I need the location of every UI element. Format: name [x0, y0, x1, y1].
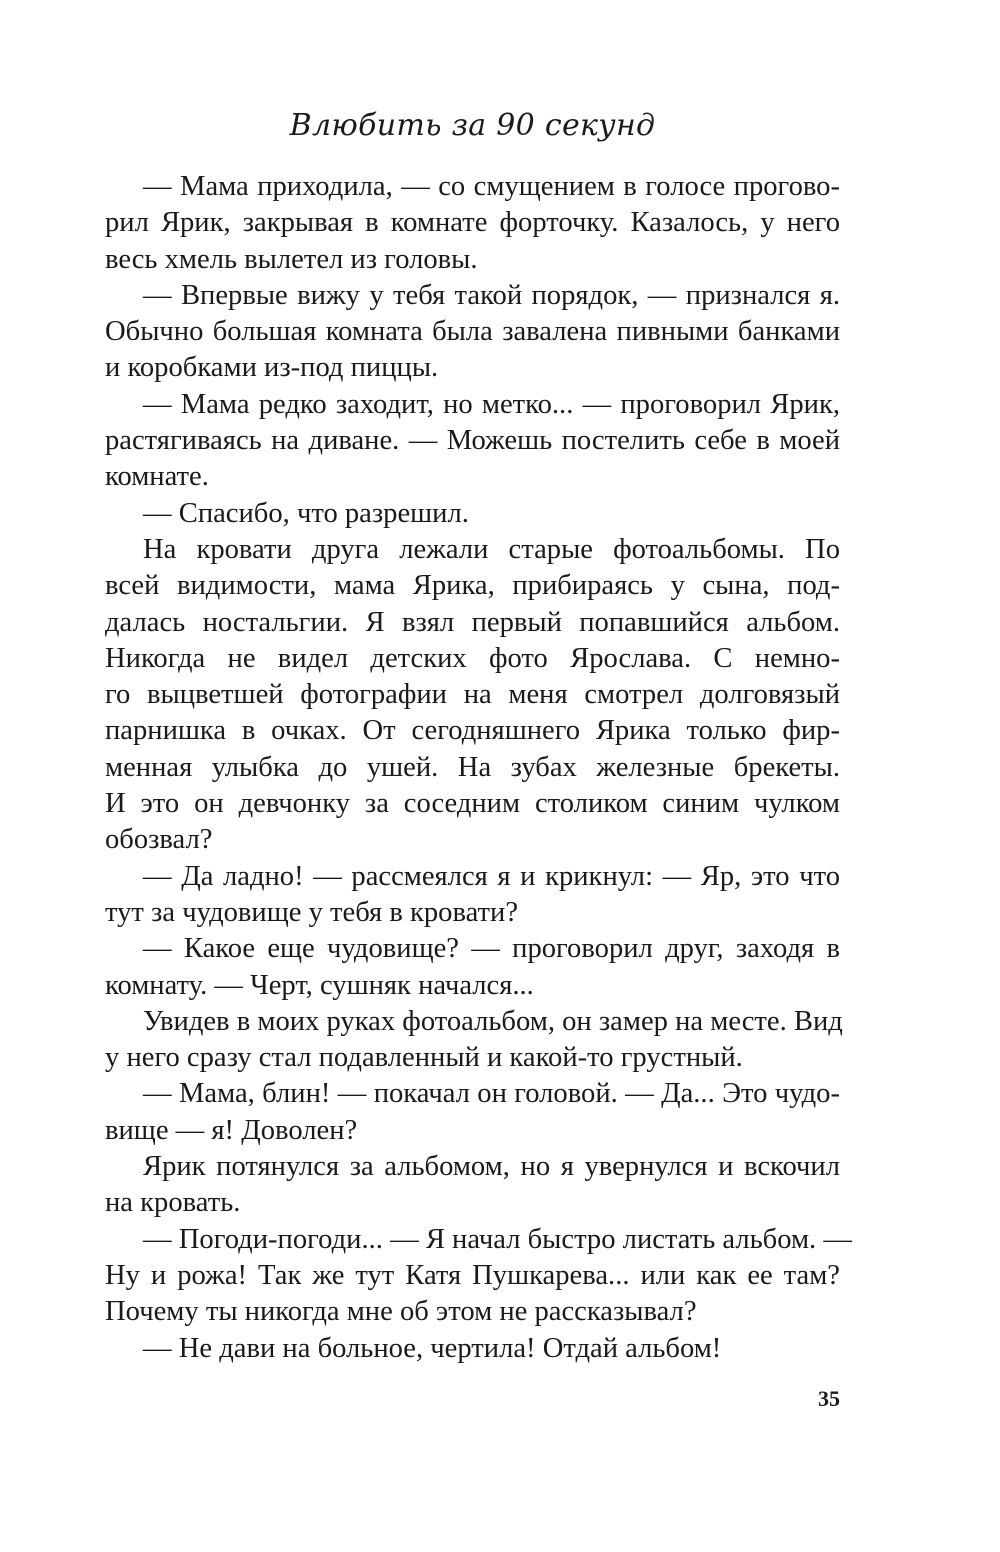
text-line: комнате.: [105, 461, 209, 493]
text-line: далась ностальгии. Я взял первый попавшийся альбом.: [105, 606, 840, 638]
text-line: рил Ярик, закрывая в комнате форточку. Казалось, у него: [105, 207, 840, 239]
text-line: Никогда не видел детских фото Ярослава. С немно-: [105, 642, 840, 674]
text-line: Ярик потянулся за альбомом, но я увернулся и вскочил: [143, 1151, 840, 1183]
text-line: комнату. — Черт, сушняк начался...: [105, 969, 534, 1001]
text-line: на кровать.: [105, 1187, 241, 1219]
text-line: у него сразу стал подавленный и какой-то грустный.: [105, 1042, 743, 1074]
text-line: — Какое еще чудовище? — проговорил друг, заходя в: [143, 933, 840, 965]
text-line: обозвал?: [105, 824, 213, 856]
text-line: растягиваясь на диване. — Можешь постелить себе в моей: [105, 425, 840, 457]
text-line: весь хмель вылетел из головы.: [105, 243, 478, 275]
text-line: — Впервые вижу у тебя такой порядок, — признался я.: [143, 279, 840, 311]
running-header: Влюбить за 90 секунд: [289, 108, 656, 143]
text-line: — Не дави на больное, чертила! Отдай альбом!: [143, 1332, 722, 1364]
text-line: — Мама редко заходит, но метко... — проговорил Ярик,: [143, 388, 840, 420]
text-line: менная улыбка до ушей. На зубах железные брекеты.: [105, 751, 840, 783]
page-number: 35: [818, 1386, 840, 1411]
text-line: И это он девчонку за соседним столиком синим чулком: [105, 788, 840, 820]
text-line: — Мама, блин! — покачал он головой. — Да... Это чудо-: [143, 1078, 840, 1110]
text-line: и коробками из-под пиццы.: [105, 352, 439, 384]
text-line: — Спасибо, что разрешил.: [143, 497, 469, 529]
text-line: всей видимости, мама Ярика, прибираясь у сына, под-: [105, 570, 840, 602]
text-line: вище — я! Доволен?: [105, 1114, 358, 1146]
body-text: [105, 169, 852, 1367]
text-line: Обычно большая комната была завалена пивными банками: [105, 316, 840, 348]
text-line: парнишка в очках. От сегодняшнего Ярика только фир-: [105, 715, 840, 747]
text-line: — Да ладно! — рассмеялся я и крикнул: — Яр, это что: [143, 860, 840, 892]
text-line: — Погоди-погоди... — Я начал быстро листать альбом. —: [143, 1223, 852, 1255]
text-line: — Мама приходила, — со смущением в голосе прогово-: [143, 171, 840, 202]
text-line: тут за чудовище у тебя в кровати?: [105, 896, 519, 928]
text-line: Увидев в моих руках фотоальбом, он замер на месте. Вид: [143, 1005, 843, 1037]
text-line: Почему ты никогда мне об этом не рассказывал?: [105, 1296, 697, 1328]
text-line: го выцветшей фотографии на меня смотрел долговязый: [105, 679, 840, 711]
text-line: На кровати друга лежали старые фотоальбомы. По: [143, 533, 840, 565]
text-line: Ну и рожа! Так же тут Катя Пушкарева... или как ее там?: [105, 1259, 840, 1291]
